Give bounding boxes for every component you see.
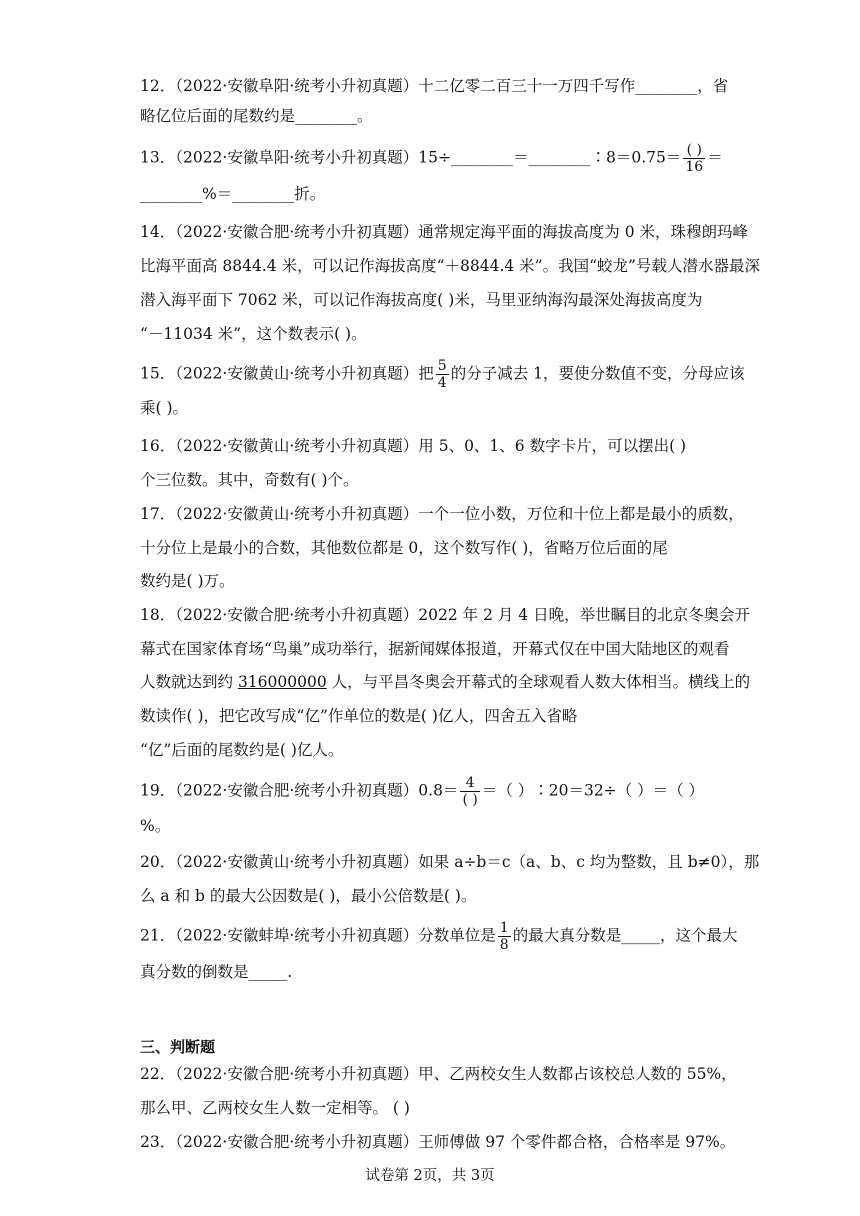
q17-line-3: 数约是( )万。 [140, 572, 235, 590]
q19-line-1 [140, 776, 704, 807]
q13-text-b: ＝ [707, 148, 723, 167]
q16-line-2: 个三位数。其中，奇数有( )个。 [140, 471, 359, 489]
q18-text-a: 人数就达到约 [140, 673, 238, 691]
q19-fraction [460, 776, 479, 807]
q18-underlined-number: 316000000 [237, 673, 327, 691]
q22-line-1: 22．（2022·安徽合肥·统考小升初真题）甲、乙两校女生人数都占该校总人数的 55%， [140, 1065, 737, 1083]
q21-text-b: 的最大真分数是_____，这个最大 [512, 926, 738, 945]
q22-line-2: 那么甲、乙两校女生人数一定相等。 ( ) [140, 1099, 410, 1117]
section-title-judgement: 三、判断题 [140, 1038, 216, 1056]
q21-fraction [498, 921, 511, 952]
q15-fraction-denominator: 4 [437, 375, 447, 391]
q18-line-2: 幕式在国家体育场“鸟巢”成功举行，据新闻媒体报道，开幕式仅在中国大陆地区的观看 [140, 640, 730, 658]
q19-text-a: 19．（2022·安徽合肥·统考小升初真题）0.8＝ [140, 781, 459, 800]
q18-line-5: “亿”后面的尾数约是( )亿人。 [140, 741, 344, 759]
q18-line-4: 数读作( )，把它改写成“亿”作单位的数是( )亿人，四舍五入省略 [140, 707, 578, 725]
q19-fraction-denominator: ( ) [462, 792, 478, 808]
q13-fraction-numerator: ( ) [683, 143, 705, 159]
q15-line-2: 乘( )。 [140, 399, 189, 417]
q13-line-1 [140, 143, 723, 174]
q15-fraction [436, 359, 449, 390]
q17-line-1: 17．（2022·安徽黄山·统考小升初真题）一个一位小数，万位和十位上都是最小的质数， [140, 505, 744, 523]
q13-fraction-denominator: 16 [685, 159, 704, 175]
q21-fraction-denominator: 8 [499, 937, 509, 953]
q13-text-a: 13．（2022·安徽阜阳·统考小升初真题）15÷________＝________∶8＝0.75＝ [140, 148, 682, 167]
q21-line-2: 真分数的倒数是_____. [140, 963, 293, 981]
q15-text-b: 的分子减去 1，要使分数值不变，分母应该 [450, 364, 745, 383]
q14-line-2: 比海平面高 8844.4 米，可以记作海拔高度“＋8844.4 米”。我国“蛟龙”号载人潜水器最深 [140, 257, 760, 275]
q12-line-1: 12．（2022·安徽阜阳·统考小升初真题）十二亿零二百三十一万四千写作________，省 [140, 77, 729, 95]
q18-line-1: 18．（2022·安徽合肥·统考小升初真题）2022 年 2 月 4 日晚，举世瞩目的北京冬奥会开 [140, 606, 751, 624]
page-footer: 试卷第 2页，共 3页 [365, 1168, 495, 1184]
q14-line-4: “－11034 米”，这个数表示( )。 [140, 325, 367, 343]
q21-fraction-numerator: 1 [499, 920, 509, 936]
q21-text-a: 21．（2022·安徽蚌埠·统考小升初真题）分数单位是 [140, 926, 496, 945]
q19-fraction-numerator: 4 [460, 776, 479, 792]
q23-line-1: 23．（2022·安徽合肥·统考小升初真题）王师傅做 97 个零件都合格，合格率是 97%。 [140, 1133, 736, 1151]
q15-text-a: 15．（2022·安徽黄山·统考小升初真题）把 [140, 364, 434, 383]
q16-line-1: 16．（2022·安徽黄山·统考小升初真题）用 5、0、1、6 数字卡片，可以摆出( ) [140, 437, 687, 455]
q19-text-b: ＝（ ）∶20＝32÷（ ）＝（ ） [481, 781, 705, 800]
q19-line-2: %。 [140, 817, 171, 835]
q12-line-2: 略亿位后面的尾数约是________。 [140, 107, 373, 125]
q13-fraction [683, 143, 705, 174]
q14-line-3: 潜入海平面下 7062 米，可以记作海拔高度( )米，马里亚纳海沟最深处海拔高度为 [140, 291, 703, 309]
q15-line-1 [140, 359, 745, 390]
q13-line-2: ________%＝________折。 [140, 185, 326, 203]
q17-line-2: 十分位上是最小的合数，其他数位都是 0，这个数写作( )，省略万位后面的尾 [140, 539, 668, 557]
q18-line-3 [140, 672, 750, 692]
q14-line-1: 14．（2022·安徽合肥·统考小升初真题）通常规定海平面的海拔高度为 0 米，珠穆朗玛峰 [140, 223, 748, 241]
q21-line-1 [140, 921, 737, 952]
q15-fraction-numerator: 5 [437, 358, 447, 374]
q20-line-1: 20．（2022·安徽黄山·统考小升初真题）如果 a÷b＝c（a、b、c 均为整数，且 b≠0），那 [140, 853, 760, 871]
q20-line-2: 么 a 和 b 的最大公因数是( )，最小公倍数是( )。 [140, 887, 477, 905]
q18-text-b: 人，与平昌冬奥会开幕式的全球观看人数大体相当。横线上的 [326, 673, 751, 691]
